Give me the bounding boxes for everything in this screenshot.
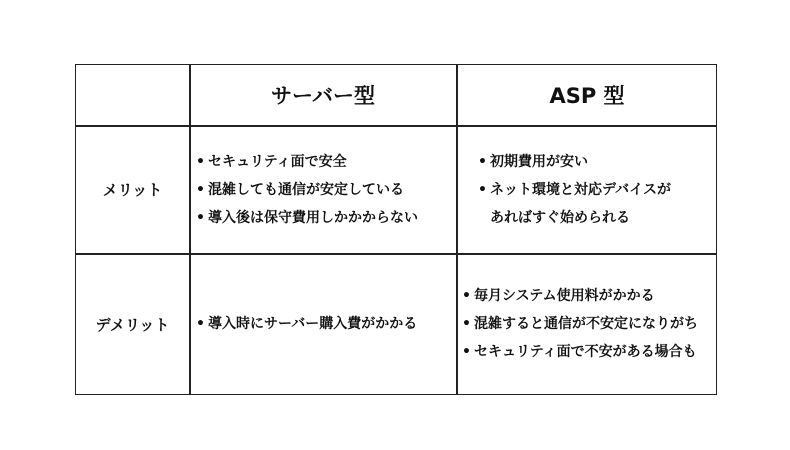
list-item-text: セキュリティ面で安全: [208, 153, 347, 170]
list-item: [196, 148, 454, 176]
list-item-text: 混雑しても通信が安定している: [208, 181, 404, 198]
list-item: [478, 176, 716, 204]
bullet: •: [196, 181, 205, 198]
bullet-spacer: [478, 204, 490, 232]
row-label-merit: メリット: [102, 181, 163, 199]
bullet: •: [478, 181, 487, 198]
list-item-text: ネット環境と対応デバイスが: [490, 181, 672, 198]
list-item: [478, 148, 716, 176]
merit-asp-list: [478, 126, 716, 253]
list-item: [462, 282, 716, 310]
list-item: [196, 204, 454, 232]
header-asp-type: ASP 型: [549, 84, 625, 108]
bullet: •: [462, 288, 471, 304]
bullet: •: [196, 209, 205, 226]
merit-server-list: [196, 126, 454, 253]
list-item: [462, 338, 716, 366]
comparison-table: [75, 64, 717, 395]
list-item: [196, 176, 454, 204]
bullet: •: [196, 316, 205, 332]
list-item-text: 混雑すると通信が不安定になりがち: [474, 316, 698, 332]
list-item: [196, 310, 454, 338]
bullet: •: [196, 153, 205, 170]
list-item-text: 導入後は保守費用しかかからない: [208, 209, 418, 226]
header-empty-cell: [76, 65, 189, 125]
bullet: •: [462, 344, 471, 360]
bullet: •: [478, 153, 487, 170]
list-item-text: あればすぐ始められる: [490, 209, 630, 226]
list-item-continuation: [478, 204, 716, 232]
list-item-text: 毎月システム使用料がかかる: [474, 288, 655, 304]
demerit-asp-list: [462, 254, 716, 394]
header-server-type: サーバー型: [271, 84, 375, 108]
list-item-text: セキュリティ面で不安がある場合も: [474, 344, 697, 360]
demerit-server-list: [196, 254, 454, 394]
row-label-demerit: デメリット: [95, 315, 170, 334]
list-item: [462, 310, 716, 338]
list-item-text: 初期費用が安い: [490, 153, 588, 170]
list-item-text: 導入時にサーバー購入費がかかる: [208, 316, 418, 332]
bullet: •: [462, 316, 471, 332]
